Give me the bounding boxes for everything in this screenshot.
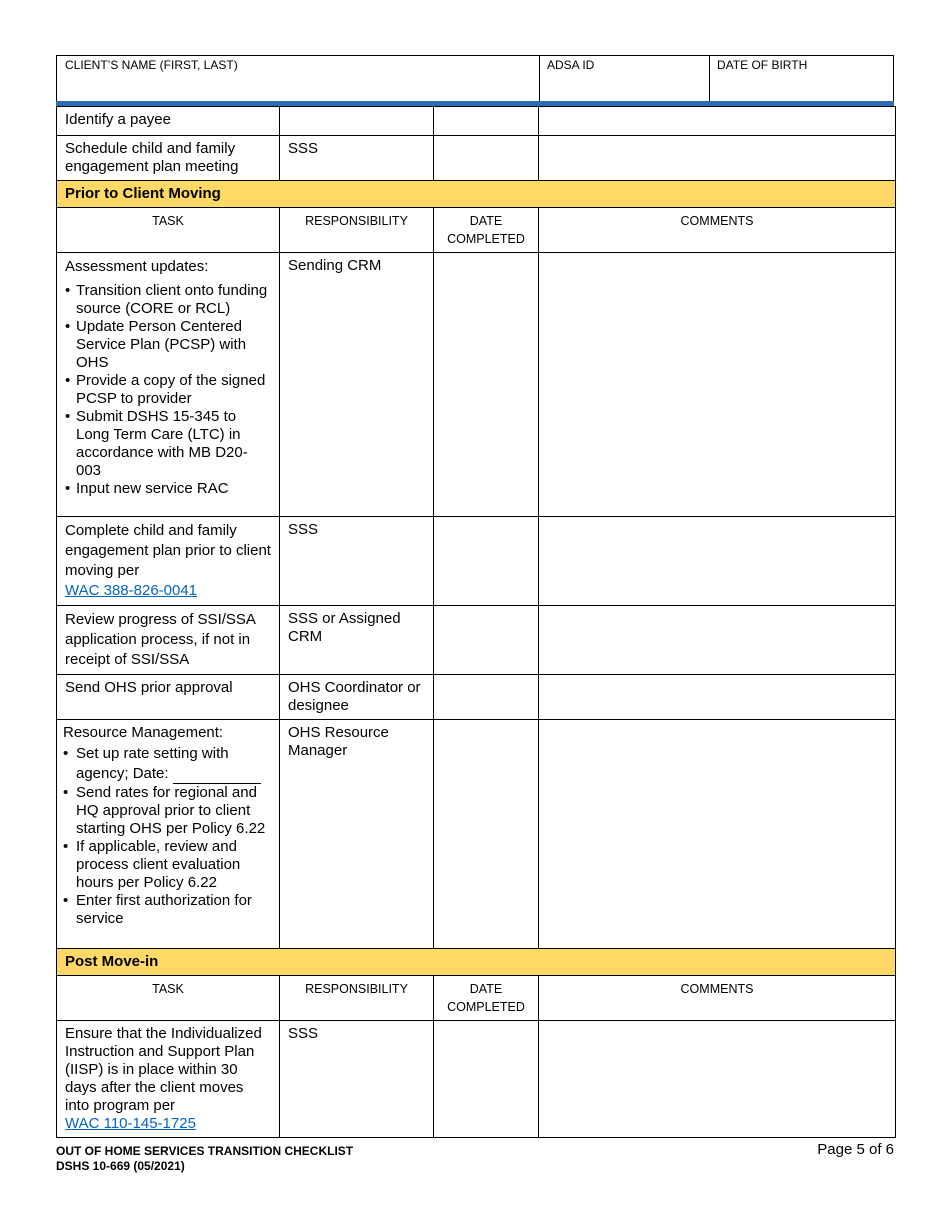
comments-cell[interactable] [539,136,896,181]
comments-cell[interactable] [539,517,896,606]
client-name-field[interactable] [57,56,539,102]
list-item: • Submit DSHS 15-345 to Long Term Care (LTC) in accordance with MB D20-003 [65,408,271,480]
responsibility-cell: SSS [280,1021,434,1138]
date-completed-cell[interactable] [434,107,539,136]
date-label-2: COMPLETED [447,1000,525,1014]
list-item: • Send rates for regional and HQ approval prior to client starting OHS per Policy 6.22 [63,784,271,838]
responsibility-cell: OHS Resource Manager [280,720,434,949]
assessment-heading: Assessment updates: [65,258,209,275]
responsibility-cell: SSS [280,517,434,606]
adsa-id-label: ADSA ID [547,58,595,72]
task-text: Ensure that the Individualized Instruction and Support Plan (IISP) is in place within 30 days after the client moves into program per [65,1025,262,1114]
task-cell: Review progress of SSI/SSA application process, if not in receipt of SSI/SSA [57,606,280,675]
col-comments-header: COMMENTS [539,976,896,1021]
date-of-birth-field[interactable] [709,56,895,102]
section-title: Post Move-in [57,949,896,976]
footer-title: OUT OF HOME SERVICES TRANSITION CHECKLIST [56,1144,354,1158]
date-label-1: DATE [469,982,503,996]
date-of-birth-label: DATE OF BIRTH [717,58,808,72]
column-header-row [57,976,896,1021]
responsibility-cell: SSS [280,136,434,181]
task-cell: Schedule child and family engagement plan meeting [57,136,280,181]
responsibility-cell: SSS or Assigned CRM [280,606,434,675]
table-row [57,517,896,606]
adsa-id-field[interactable] [539,56,709,102]
table-row [57,107,896,136]
client-name-label: CLIENT’S NAME (FIRST, LAST) [65,58,238,72]
comments-cell[interactable] [539,720,896,949]
col-date-header [434,208,539,253]
responsibility-cell [280,107,434,136]
comments-cell[interactable] [539,675,896,720]
section-header-prior [57,181,896,208]
comments-cell[interactable] [539,1021,896,1138]
resource-heading: Resource Management: [63,724,224,741]
list-item: • Transition client onto funding source (CORE or RCL) [65,282,271,318]
column-header-row [57,208,896,253]
task-cell [57,720,280,949]
responsibility-cell: OHS Coordinator or designee [280,675,434,720]
comments-cell[interactable] [539,606,896,675]
col-task-header: TASK [57,976,280,1021]
task-cell [57,517,280,606]
col-responsibility-header: RESPONSIBILITY [280,208,434,253]
date-completed-cell[interactable] [434,675,539,720]
date-completed-cell[interactable] [434,517,539,606]
task-cell: Send OHS prior approval [57,675,280,720]
footer-form-number: DSHS 10-669 (05/2021) [56,1159,185,1173]
task-text: Complete child and family engagement plan prior to client moving per [65,522,271,579]
table-row [57,606,896,675]
date-completed-cell[interactable] [434,1021,539,1138]
table-row [57,136,896,181]
table-row [57,675,896,720]
client-info-header [56,55,894,101]
list-item [63,744,271,784]
section-title: Prior to Client Moving [57,181,896,208]
date-completed-cell[interactable] [434,606,539,675]
assessment-list [65,282,271,498]
col-date-header [434,976,539,1021]
table-row [57,1021,896,1138]
wac-link[interactable]: WAC 110-145-1725 [65,1115,196,1132]
list-item: • Input new service RAC [65,480,271,498]
list-item: • Enter first authorization for service [63,892,271,928]
list-item: • Provide a copy of the signed PCSP to provider [65,372,271,408]
comments-cell[interactable] [539,107,896,136]
table-row [57,253,896,517]
date-label-2: COMPLETED [447,232,525,246]
date-blank-line[interactable] [173,771,261,784]
resource-list [63,744,271,928]
list-item: • If applicable, review and process client evaluation hours per Policy 6.22 [63,838,271,892]
date-completed-cell[interactable] [434,136,539,181]
col-comments-header: COMMENTS [539,208,896,253]
footer-form-info [56,1144,353,1174]
col-task-header: TASK [57,208,280,253]
section-header-post [57,949,896,976]
wac-link[interactable]: WAC 388-826-0041 [65,582,198,599]
table-row [57,720,896,949]
date-label-1: DATE [469,214,503,228]
col-responsibility-header: RESPONSIBILITY [280,976,434,1021]
list-item-text: Set up rate setting with agency; Date: [76,745,229,782]
task-cell: Identify a payee [57,107,280,136]
checklist-table [56,106,896,1138]
responsibility-cell: Sending CRM [280,253,434,517]
date-completed-cell[interactable] [434,253,539,517]
task-cell [57,1021,280,1138]
date-completed-cell[interactable] [434,720,539,949]
page-number: Page 5 of 6 [817,1141,894,1158]
list-item: • Update Person Centered Service Plan (PCSP) with OHS [65,318,271,372]
task-cell [57,253,280,517]
comments-cell[interactable] [539,253,896,517]
